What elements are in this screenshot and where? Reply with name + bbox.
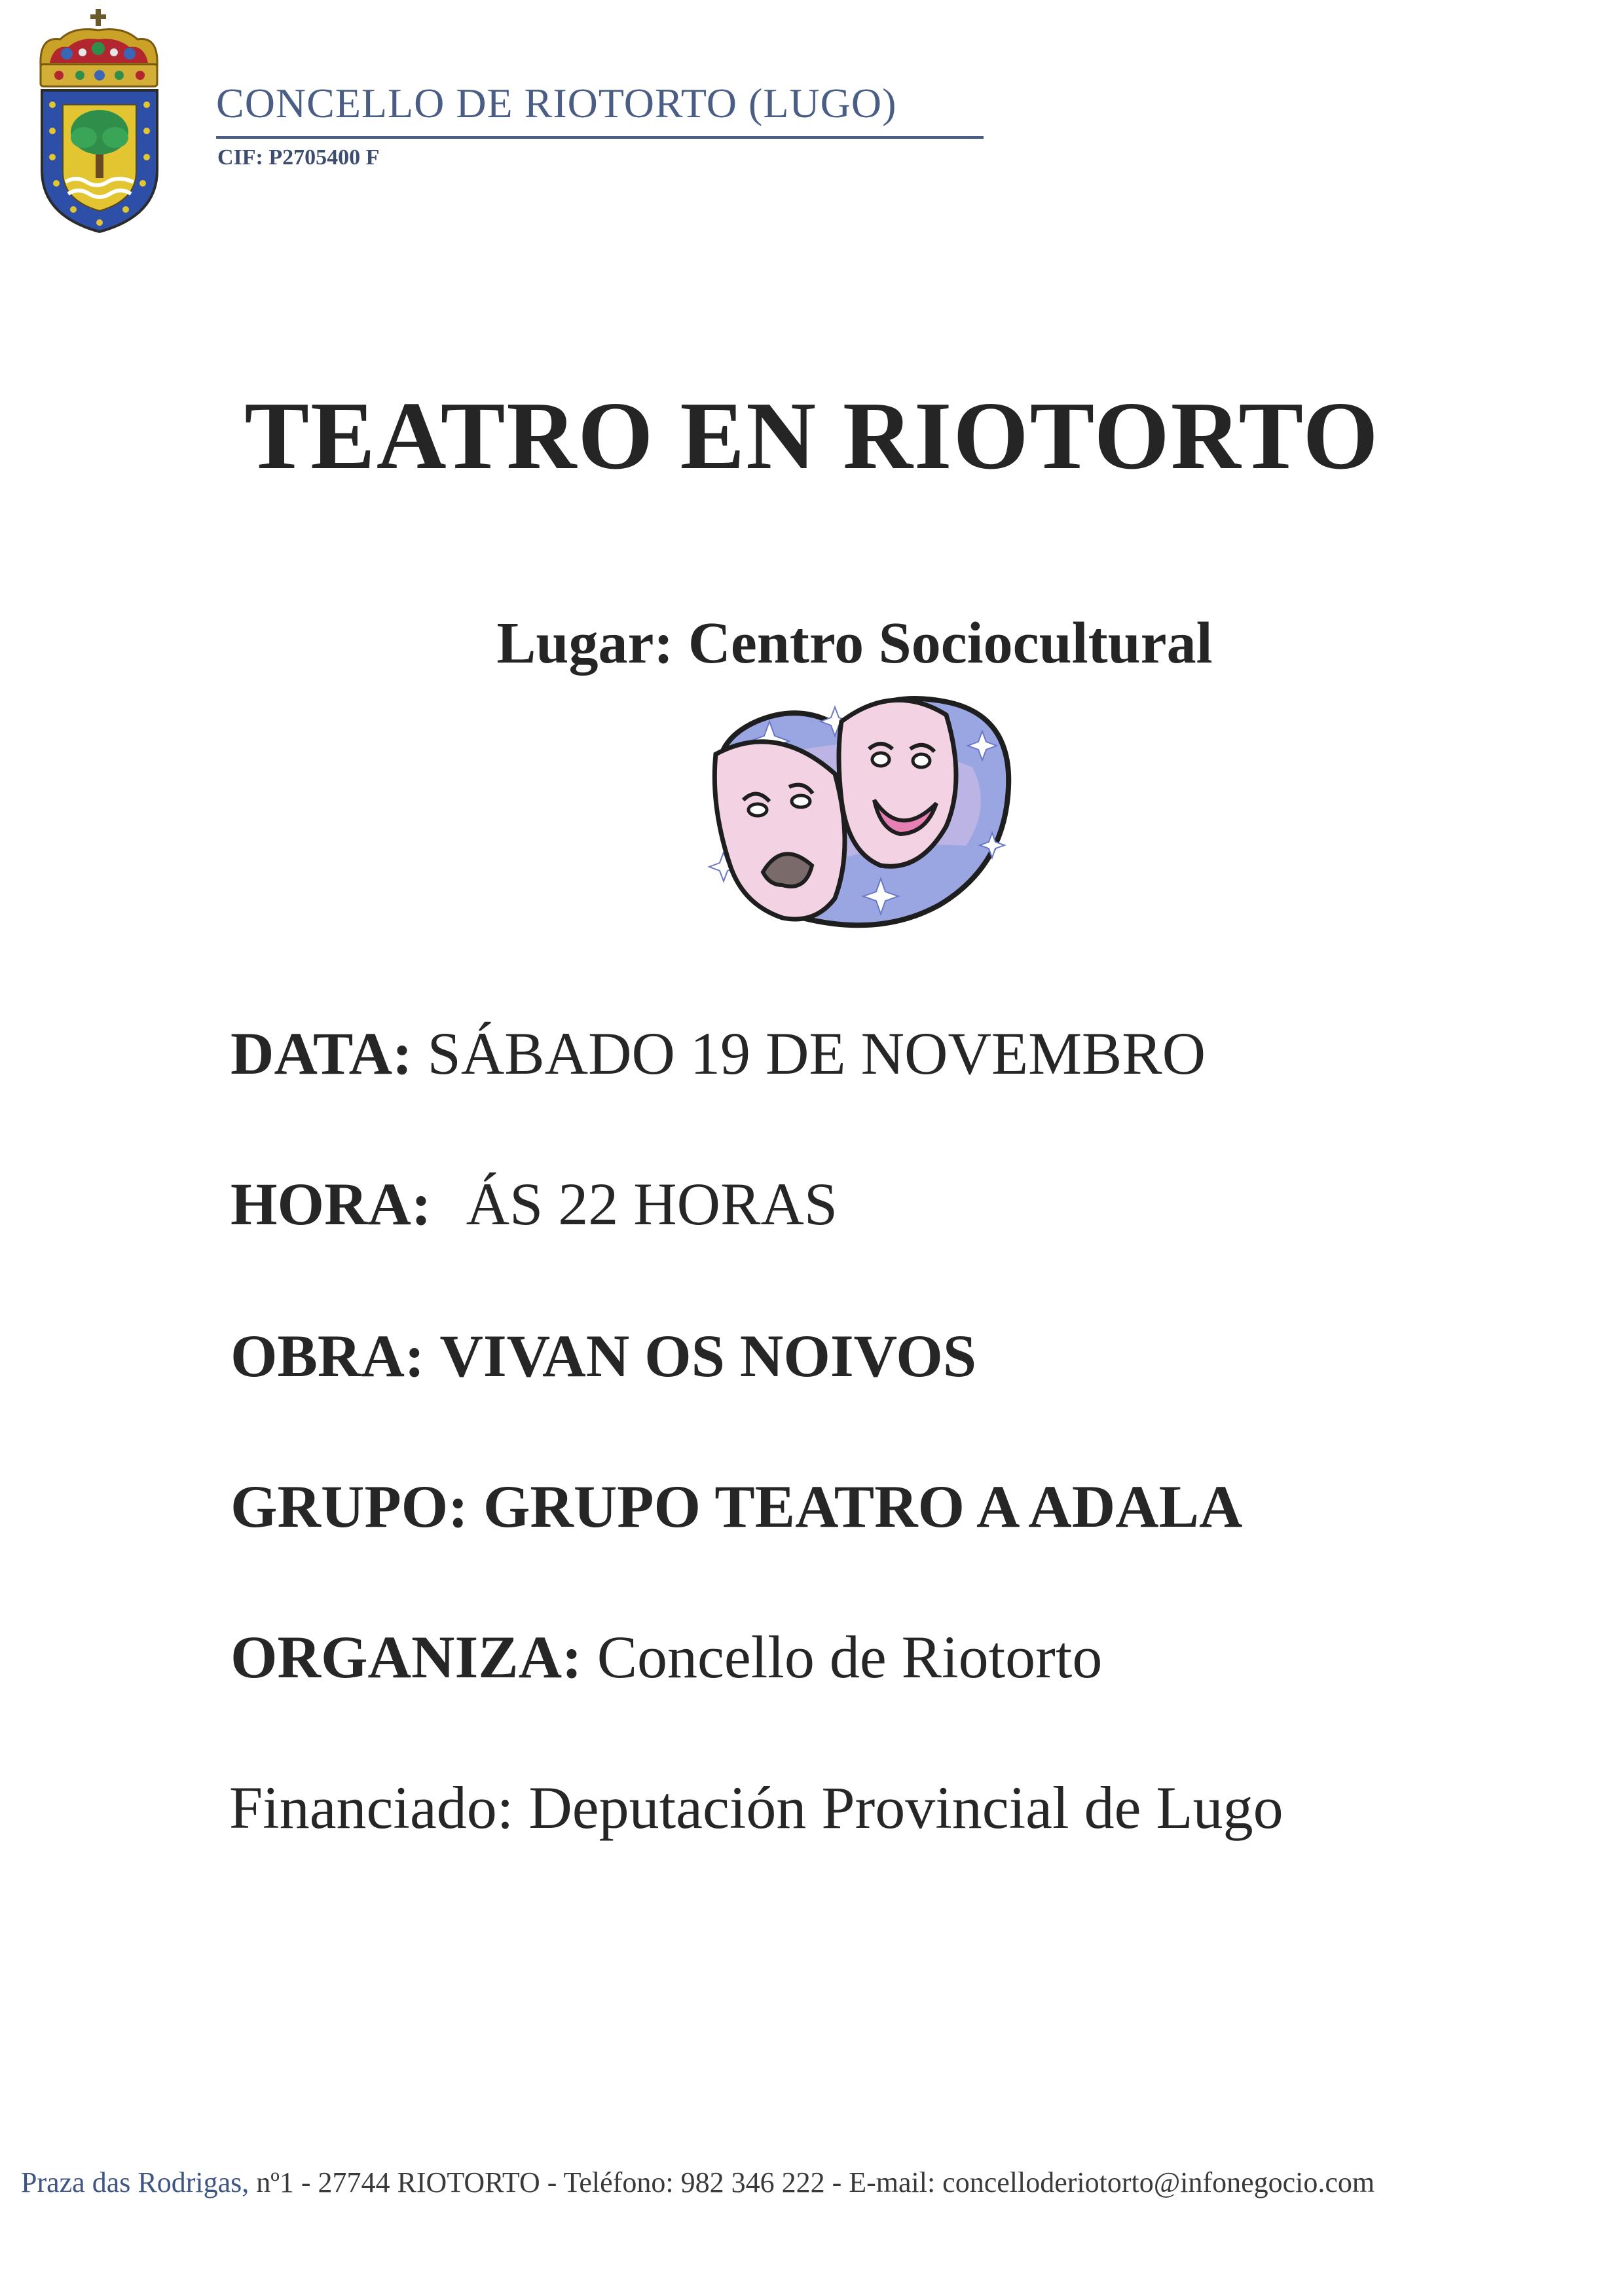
- funding-line: Financiado: Deputación Provincial de Lugo: [229, 1774, 1283, 1841]
- detail-date: [231, 1020, 1206, 1087]
- header-rule: [216, 136, 984, 139]
- poster-title: TEATRO EN RIOTORTO: [244, 382, 1380, 490]
- detail-play-label: OBRA:: [231, 1322, 425, 1389]
- detail-group-value: GRUPO TEATRO A ADALA: [483, 1473, 1243, 1540]
- detail-play: [231, 1322, 977, 1389]
- coat-of-arms-icon: [28, 7, 172, 236]
- footer-address-contact: nº1 - 27744 RIOTORTO - Teléfono: 982 346 222 - E-mail: concelloderiotorto@infonegocio.com: [249, 2166, 1375, 2198]
- organization-name: CONCELLO DE RIOTORTO (LUGO): [216, 80, 897, 126]
- venue-value: Centro Sociocultural: [688, 611, 1213, 676]
- detail-date-label: DATA:: [231, 1020, 413, 1087]
- footer-address: [21, 2168, 1375, 2197]
- detail-play-value: VIVAN OS NOIVOS: [439, 1322, 977, 1389]
- detail-group-label: GRUPO:: [231, 1473, 468, 1540]
- footer-address-street: Praza das Rodrigas,: [21, 2166, 249, 2198]
- venue-line: [0, 611, 1624, 676]
- detail-time-value: ÁS 22 HORAS: [466, 1171, 838, 1237]
- detail-time: [231, 1171, 838, 1237]
- detail-date-value: SÁBADO 19 DE NOVEMBRO: [427, 1020, 1206, 1087]
- detail-organizer: [231, 1624, 1103, 1690]
- detail-organizer-value: Concello de Riotorto: [597, 1624, 1103, 1690]
- theatre-masks-icon: [684, 676, 1018, 938]
- detail-time-label: HORA:: [231, 1171, 432, 1237]
- detail-group: [231, 1473, 1243, 1540]
- detail-organizer-label: ORGANIZA:: [231, 1624, 582, 1690]
- venue-label: Lugar:: [496, 611, 674, 676]
- organization-cif: CIF: P2705400 F: [217, 145, 380, 170]
